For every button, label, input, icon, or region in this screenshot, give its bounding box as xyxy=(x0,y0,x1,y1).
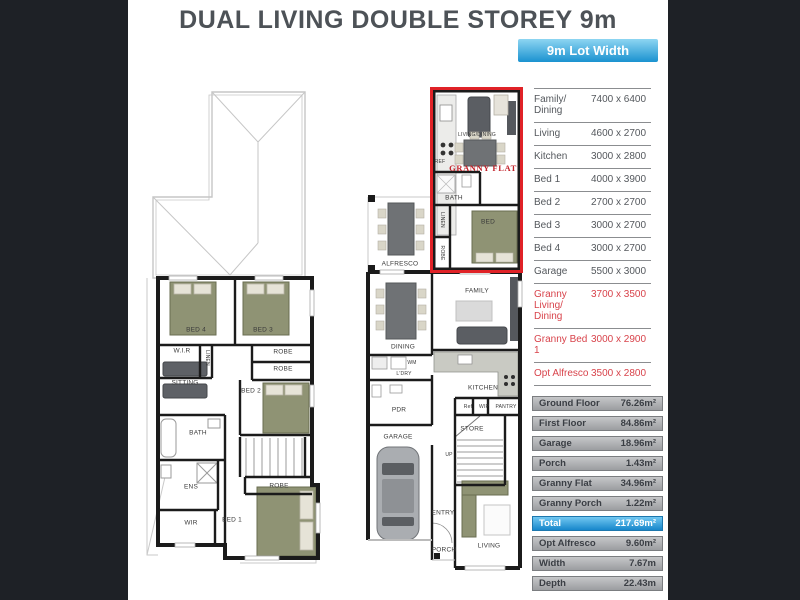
page-title: DUAL LIVING DOUBLE STOREY 9m xyxy=(179,6,617,34)
room-label-robe3: ROBE xyxy=(269,482,289,490)
beds xyxy=(170,282,316,556)
lot-width-badge: 9m Lot Width xyxy=(518,39,658,62)
table-row-granny: Granny Living/ Dining 3700 x 3500 xyxy=(534,283,651,328)
room-label-garage: GARAGE xyxy=(383,433,413,441)
area-row: Granny Flat 34.96m² xyxy=(532,476,663,491)
first-floor-plan xyxy=(145,85,325,575)
roof-outline xyxy=(153,92,305,278)
family-sofa xyxy=(457,327,507,344)
room-label-wm: WM xyxy=(407,360,417,366)
room-label-alfresco: ALFRESCO xyxy=(381,260,419,268)
room-label-ref: REF xyxy=(434,159,446,165)
area-row: Porch 1.43m² xyxy=(532,456,663,471)
granny-flat-label: GRANNY FLAT xyxy=(449,163,517,173)
room-label-gbath: BATH xyxy=(445,194,463,202)
room-label-entry: ENTRY xyxy=(431,509,455,517)
area-row: Opt Alfresco 9.60m² xyxy=(532,536,663,551)
dining-table xyxy=(386,283,416,339)
room-label-robe1: ROBE xyxy=(273,348,293,356)
table-row-granny: Granny Bed 1 3000 x 2900 xyxy=(534,328,651,362)
room-label-bath: BATH xyxy=(189,429,207,437)
table-row: Bed 4 3000 x 2700 xyxy=(534,237,651,260)
table-row-granny: Opt Alfresco 3500 x 2800 xyxy=(534,362,651,386)
room-label-gbed: BED xyxy=(481,218,495,226)
area-row: Width 7.67m xyxy=(532,556,663,571)
stairs xyxy=(246,438,302,476)
room-label-ldry: L'DRY xyxy=(396,371,412,377)
room-label-bed1: BED 1 xyxy=(222,516,242,524)
room-label-dining: DINING xyxy=(391,343,415,351)
table-row: Family/ Dining 7400 x 6400 xyxy=(534,88,651,122)
table-row: Living 4600 x 2700 xyxy=(534,122,651,145)
room-label-bed3: BED 3 xyxy=(253,326,273,334)
area-row: Depth 22.43m xyxy=(532,576,663,591)
area-row: First Floor 84.86m² xyxy=(532,416,663,431)
room-label-glinen: LINEN xyxy=(439,212,445,228)
table-row: Bed 2 2700 x 2700 xyxy=(534,191,651,214)
car xyxy=(377,447,419,540)
room-label-living: LIVING xyxy=(477,542,501,550)
room-label-grobe: ROBE xyxy=(439,245,445,261)
area-row: Garage 18.96m² xyxy=(532,436,663,451)
area-row: Ground Floor 76.26m² xyxy=(532,396,663,411)
room-label-store: STORE xyxy=(460,425,484,433)
room-label-pantry: PANTRY xyxy=(495,404,517,410)
room-label-porch: PORCH xyxy=(431,546,457,554)
table-row: Garage 5500 x 3000 xyxy=(534,260,651,283)
granny-sofa xyxy=(468,97,490,137)
room-label-wir: W.I.R xyxy=(173,347,191,355)
alfresco-table xyxy=(388,203,414,255)
room-label-wip: WIP xyxy=(478,404,490,410)
dimensions-table xyxy=(534,88,651,386)
room-label-ens: ENS xyxy=(184,483,198,491)
room-label-bed2: BED 2 xyxy=(241,387,261,395)
table-row: Bed 3 3000 x 2700 xyxy=(534,214,651,237)
room-label-linen: LINEN xyxy=(204,350,210,366)
room-label-up: UP xyxy=(445,452,453,458)
room-label-wir2: WIR xyxy=(184,519,198,527)
table-row: Kitchen 3000 x 2800 xyxy=(534,145,651,168)
area-row: Granny Porch 1.22m² xyxy=(532,496,663,511)
room-label-ref2: Ref xyxy=(463,404,473,410)
table-row: Bed 1 4000 x 3900 xyxy=(534,168,651,191)
room-label-bed4: BED 4 xyxy=(186,326,206,334)
areas-summary xyxy=(532,396,663,596)
room-label-family: FAMILY xyxy=(465,287,489,295)
room-label-kitchen: KITCHEN xyxy=(468,384,498,392)
room-label-pdr: PDR xyxy=(391,406,407,414)
room-label-living-dining: LIVING/DINING xyxy=(458,132,496,138)
area-row-total: Total 217.69m² xyxy=(532,516,663,531)
room-label-robe2: ROBE xyxy=(273,365,293,373)
room-label-sitting: SITTING xyxy=(171,379,199,387)
